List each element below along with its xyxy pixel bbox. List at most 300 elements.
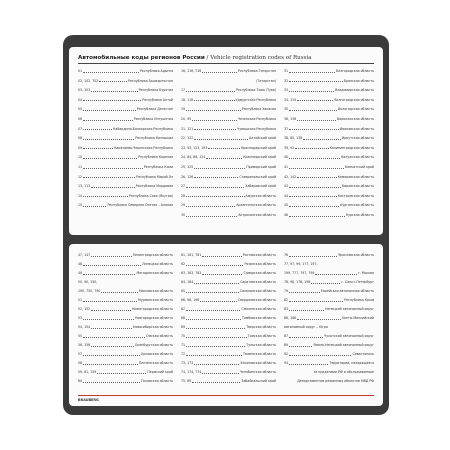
dot-leader [83,120,133,121]
region-row [78,136,173,140]
region-row [181,146,276,150]
region-row [78,175,173,179]
region-code: 57 [78,352,83,356]
region-name: г. Москва [358,271,374,275]
region-row [78,69,173,73]
dot-leader [289,81,343,82]
region-name: Смоленская область [241,307,276,311]
region-code: 59, 81, 159 [78,370,97,374]
region-code: 79 [284,289,289,293]
region-row [181,262,276,266]
region-code: 11 [78,165,83,169]
region-name: Брянская область [343,78,374,83]
region-code: 40 [284,155,289,160]
region-row [284,280,374,284]
region-name: Нижегородская область [131,307,173,311]
dot-leader [202,274,242,275]
region-code: 22, 122 [181,136,194,141]
region-code: 34, 134 [284,97,297,102]
region-code: 75, 80 [181,379,192,383]
region-name: Астраханская область [238,213,276,217]
region-code: 53 [78,316,83,320]
region-code: 13, 113 [78,184,91,189]
dot-leader [186,319,241,320]
region-row [181,107,276,111]
dot-leader [83,168,143,169]
region-row [78,165,173,169]
region-name: Орловская область [140,352,173,356]
dot-leader [83,129,112,130]
dot-leader [303,139,341,140]
region-row [78,253,173,257]
dot-leader [97,373,146,374]
dot-leader [192,382,240,383]
region-code: 28 [181,193,186,198]
region-name: Республика Алтай [142,97,173,102]
dot-leader [83,100,141,101]
region-row [78,343,173,347]
region-name: Республика Коми [143,165,173,169]
region-code: 18, 118 [181,97,194,102]
region-name: Севастополь [352,352,374,356]
region-row [78,107,173,111]
region-row [78,79,173,83]
title-en: Vehicle registration codes of Russia [210,55,312,61]
region-name: Омская область [146,334,173,338]
region-code: 27 [181,184,186,189]
region-code: 62 [181,262,186,266]
planner-pages [63,35,389,415]
region-name: Владимирская область [335,88,374,93]
region-name: Мурманская область [137,298,173,302]
dot-leader [202,72,237,73]
dot-leader [186,337,247,338]
dot-leader [83,177,135,178]
region-row [78,127,173,131]
region-name: Хабаровский край [245,184,276,189]
region-code: 69 [181,325,186,329]
dot-leader [289,346,312,347]
region-name: (Татарстан) [256,78,276,83]
region-row [284,69,374,73]
region-name: Красноярский край [243,155,276,160]
region-row [78,194,173,198]
dot-leader [91,346,134,347]
dot-leader [83,265,141,266]
region-name: Карачаево-Черкесская Республика [114,145,173,150]
region-name: Ульяновская область [240,361,276,365]
region-row [181,307,276,311]
region-code: 76 [284,253,289,257]
region-name: Ямало-Ненецкий автономный округ [313,343,374,347]
region-name: Ханты-Мансийский [341,316,374,320]
dot-leader [83,196,128,197]
region-name: Республика Башкортостан [128,78,173,83]
dot-leader [83,148,113,149]
title-separator: / [204,55,211,61]
region-code: 07 [78,126,83,131]
region-name: Архангельская область [236,203,276,208]
region-row [284,175,374,179]
dot-leader [194,129,236,130]
brand-logo: BRAUBERG [78,398,99,402]
region-code: 12 [78,174,83,179]
title-ru: Автомобильные коды регионов России [78,55,205,61]
region-row [284,316,374,320]
top-page [69,47,383,235]
region-name: Пермский край [147,370,173,374]
region-name: Томская область [247,334,276,338]
region-name: Республика Северная Осетия – Алания [107,203,173,208]
region-row [78,280,173,284]
region-row [181,117,276,121]
region-row [78,379,173,383]
region-name: Территории, находящиеся [329,361,374,365]
region-name: Камчатский край [344,165,374,169]
region-name: Тамбовская область [241,316,276,320]
dot-leader [289,72,335,73]
region-code: 64, 164 [181,280,194,284]
dot-leader [289,158,340,159]
dot-leader [289,364,328,365]
region-row [181,352,276,356]
region-row [284,127,374,131]
region-row [284,298,374,302]
region-code: 08 [78,136,83,141]
region-code: 42, 142 [284,174,297,179]
dot-leader [289,292,320,293]
region-name: Забайкальский край [241,379,276,383]
region-code: 46 [284,213,289,217]
region-code: 65 [181,289,186,293]
region-code: 01 [78,69,83,73]
dot-leader [194,283,239,284]
region-row [284,203,374,207]
region-row [284,88,374,92]
region-code: 190, 750, 790 [78,289,101,293]
region-name: Ростовская область [242,253,276,257]
region-name: Чувашская Республика [237,126,276,131]
bottom-column-2 [181,253,276,393]
region-row [181,316,276,320]
region-row [284,271,374,275]
dot-leader [194,364,239,365]
region-code: 47, 147 [78,253,91,257]
region-name: Кабардино-Балкарская Республика [113,126,173,131]
dot-leader [186,355,242,356]
dot-leader [194,177,238,178]
region-name: Оренбургская область [134,343,173,347]
region-name: Московская область [138,289,173,293]
region-row [284,213,374,217]
dot-leader [83,139,134,140]
dot-leader [289,256,337,257]
region-name: Республика Марий Эл [136,174,173,179]
region-code: 33 [284,88,289,93]
dot-leader [289,310,324,311]
dot-leader [186,187,244,188]
dot-leader [83,337,145,338]
region-row [284,117,374,121]
region-row [78,117,173,121]
region-row [78,271,173,275]
region-code: 09 [78,145,83,150]
region-code: 24, 84, 88, 124 [181,155,206,160]
dot-leader [101,292,138,293]
region-row [284,194,374,198]
dot-leader [186,346,245,347]
region-code: 19 [181,107,186,112]
region-row [284,253,374,257]
region-row [284,352,374,356]
region-name: Тульская область [246,343,276,347]
dot-leader [186,292,239,293]
dot-leader [192,120,237,121]
region-row [181,184,276,188]
region-row [181,271,276,275]
region-row [78,98,173,102]
region-name: Курская область [345,213,374,217]
region-code: 74, 174, 774 [181,370,202,374]
dot-leader [91,328,132,329]
region-row [284,370,374,374]
region-code: 31 [284,69,289,73]
dot-leader [83,301,137,302]
region-name: Новосибирская область [132,325,173,329]
region-name: Белгородская область [336,69,374,73]
dot-leader [208,148,240,149]
dot-leader [297,177,337,178]
region-row [78,352,173,356]
region-code: 45 [284,203,289,208]
dot-leader [186,110,241,111]
dot-leader [289,91,334,92]
dot-leader [200,301,237,302]
region-row [284,289,374,293]
region-row [284,325,374,329]
region-code: 87 [284,334,289,338]
region-row [284,155,374,159]
region-row [78,88,173,92]
region-code: 44 [284,193,289,198]
region-name: Амурская область [245,193,276,198]
dot-leader [83,382,140,383]
region-name: Самарская область [243,271,276,275]
region-code: 51 [78,298,83,302]
dot-leader [289,129,339,130]
dot-leader [186,216,237,217]
region-code: 14 [78,193,83,198]
region-row [181,88,276,92]
region-row [181,155,276,159]
dot-leader [289,110,337,111]
dot-leader [202,373,239,374]
region-row [78,289,173,293]
region-row [181,127,276,131]
region-name: Республика Хакасия [241,107,276,112]
region-row [181,361,276,365]
region-name: Республика Калмыкия [135,136,173,141]
region-name: Костромская область [337,193,374,198]
dot-leader [83,206,106,207]
region-name: Чукотский автономный округ [324,334,374,338]
region-code: 06 [78,117,83,121]
region-name: Еврейская автономная область [321,289,374,293]
region-name: Ленинградская область [132,253,173,257]
region-name: Липецкая область [142,262,173,266]
bottom-column-3 [284,253,374,393]
region-name: Кемеровская область [337,174,374,179]
region-name: Свердловская область [237,298,276,302]
region-name: г. Санкт-Петербург [341,280,374,284]
dot-leader [297,319,341,320]
region-code: 94 [284,361,289,365]
region-row [284,184,374,188]
region-name: Алтайский край [249,136,276,141]
region-code: 43 [284,184,289,189]
region-code: 35 [284,107,289,112]
region-name: Калининградская область [329,145,374,150]
region-code: 66, 96, 196 [181,298,200,302]
region-name: Курганская область [340,203,374,208]
region-name: Воронежская область [337,117,374,121]
dot-leader [289,216,345,217]
dot-leader [186,265,243,266]
region-row [181,175,276,179]
footer-divider [78,395,374,396]
region-row [181,203,276,207]
dot-leader [194,168,245,169]
region-name: Республика Крым [344,298,374,302]
dot-leader [289,355,351,356]
dot-leader [186,91,235,92]
dot-leader [297,100,333,101]
dot-leader [289,196,337,197]
dot-leader [295,148,329,149]
region-code: 25, 125 [181,165,194,169]
dot-leader [83,364,138,365]
dot-leader [202,256,242,257]
region-name: Ивановская область [339,126,374,131]
region-name: Новгородская область [135,316,173,320]
region-row [181,79,276,83]
region-row [284,136,374,140]
region-name: за пределами РФ и обслуживаемые [313,370,374,374]
region-code: 89 [284,343,289,347]
region-row [78,155,173,159]
region-row [284,334,374,338]
region-name: Магаданская область [136,271,173,275]
region-code: 26, 126 [181,174,194,179]
region-code: 20, 95 [181,117,192,121]
region-row [78,316,173,320]
region-code: 50, 90, 150, [78,280,98,284]
region-row [181,136,276,140]
region-name: Псковская область [141,379,173,383]
region-row [284,307,374,311]
dot-leader [91,91,138,92]
region-name: Иркутская область [341,136,374,141]
dot-leader [289,187,341,188]
region-name: Челябинская область [239,370,276,374]
region-row [78,262,173,266]
region-code: 02, 102, 702 [78,78,99,83]
region-code: 52, 152 [78,307,91,311]
region-code: 92 [284,352,289,356]
dot-leader [91,310,131,311]
region-row [284,361,374,365]
region-row [78,307,173,311]
region-row [284,343,374,347]
region-row [181,325,276,329]
region-code: 54, 154 [78,325,91,329]
region-code: 30 [181,213,186,217]
region-row [284,98,374,102]
bottom-column-1 [78,253,173,393]
region-row [284,262,374,266]
region-name: Республика Адыгея [139,69,173,73]
region-row [181,370,276,374]
bottom-page [69,244,383,406]
region-row [181,98,276,102]
region-code: 73, 173 [181,361,194,365]
region-name: Кировская область [341,184,374,189]
region-row [181,165,276,169]
region-code: 23, 93, 123, 193 [181,145,208,150]
dot-leader [83,319,134,320]
region-name: Республика Карелия [138,155,173,160]
region-code: 39, 91 [284,145,295,150]
top-column-1 [78,69,173,229]
dot-leader [83,355,140,356]
region-code: 77, 97, 99, 177, 197, [284,262,318,266]
region-code: 199, 777, 797, 799 [284,271,315,275]
region-code: 15 [78,203,83,208]
region-row [284,107,374,111]
dot-leader [83,110,136,111]
region-code: 55 [78,334,83,338]
region-code: 68 [181,316,186,320]
region-name: Республика Тыва (Тува) [235,88,276,93]
region-name: Республика Дагестан [136,107,173,112]
region-code: 83 [284,307,289,311]
region-code: 60 [78,379,83,383]
dot-leader [194,139,248,140]
region-name: Республика Мордовия [135,184,173,189]
dot-leader [83,274,135,275]
region-row [78,334,173,338]
dot-leader [206,158,242,159]
region-name: Тверская область [246,325,276,329]
region-row [78,370,173,374]
region-name: Республика Ингушетия [133,117,173,121]
region-name: автономный округ – Югра [284,325,328,329]
region-row [78,325,173,329]
dot-leader [186,196,245,197]
region-name: Республика Татарстан [238,69,276,73]
region-code: 49 [78,271,83,275]
region-name: Ставропольский край [239,174,276,179]
dot-leader [99,81,127,82]
region-code: 21, 121 [181,126,194,131]
region-code: 78, 98, 178, 198 [284,280,311,284]
region-code: 86, 186 [284,316,297,320]
region-name: Тюменская область [242,352,276,356]
dot-leader [289,301,343,302]
dot-leader [315,274,357,275]
region-name: Республика Саха (Якутия) [129,193,173,198]
region-row [181,343,276,347]
